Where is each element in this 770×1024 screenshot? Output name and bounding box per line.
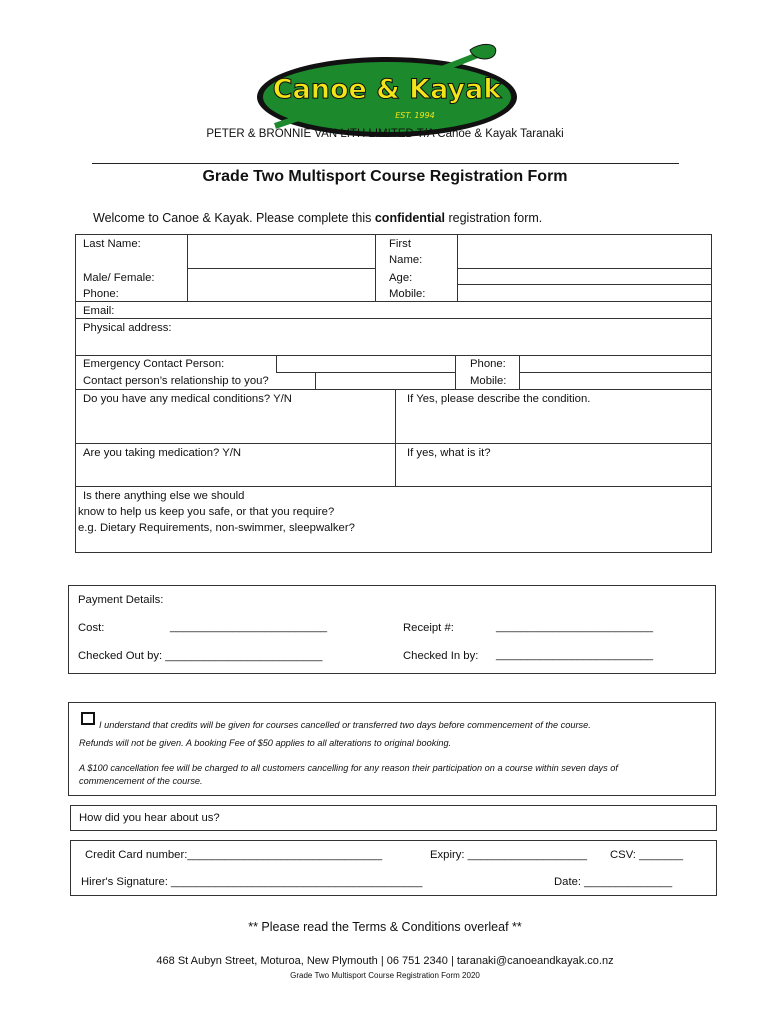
welcome-bold: confidential — [374, 211, 446, 225]
welcome-after: registration form. — [445, 211, 543, 225]
cost-label: Cost: — [78, 622, 105, 634]
column-divider — [395, 389, 396, 487]
logo-text: Canoe & Kayak — [272, 74, 502, 105]
canoe-kayak-logo — [255, 42, 525, 142]
email-label: Email: — [83, 305, 115, 317]
welcome-text — [93, 211, 542, 225]
medical-label: Do you have any medical conditions? Y/N — [83, 393, 292, 405]
agree-checkbox[interactable] — [81, 712, 95, 725]
relationship-input[interactable] — [315, 372, 456, 390]
receipt-line[interactable]: _________________________ — [496, 621, 654, 633]
conditions-line-3: A $100 cancellation fee will be charged to all customers cancelling for any reason their participation on a course within seven days of — [79, 763, 618, 773]
anything-else-label-1: Is there anything else we should — [83, 490, 245, 502]
payment-heading: Payment Details: — [78, 594, 164, 606]
phone-label: Phone: — [83, 288, 119, 300]
checked-out-field[interactable]: Checked Out by: _________________________ — [78, 650, 323, 662]
first-name-input[interactable] — [457, 234, 712, 269]
receipt-label: Receipt #: — [403, 622, 454, 634]
conditions-line-1: I understand that credits will be given for courses cancelled or transferred two days before commencement of the course. — [99, 720, 591, 730]
anything-else-label-3: e.g. Dietary Requirements, non-swimmer, sleepwalker? — [78, 522, 355, 534]
card-csv-field[interactable]: CSV: _______ — [610, 849, 684, 861]
checked-in-label: Checked In by: — [403, 650, 479, 662]
medication-what-label: If yes, what is it? — [407, 447, 491, 459]
form-title: Grade Two Multisport Course Registration Form — [202, 168, 568, 185]
emergency-contact-label: Emergency Contact Person: — [83, 358, 225, 370]
relationship-label: Contact person’s relationship to you? — [83, 375, 269, 387]
physical-address-label: Physical address: — [83, 322, 172, 334]
last-name-label: Last Name: — [83, 238, 141, 250]
conditions-line-2: Refunds will not be given. A booking Fee of $50 applies to all alterations to original booking. — [79, 738, 452, 748]
emergency-mobile-label: Mobile: — [470, 375, 507, 387]
company-line: PETER & BRONNIE VAN LITH LIMITED T/A Canoe & Kayak Taranaki — [206, 128, 564, 140]
welcome-before: Welcome to Canoe & Kayak. Please complete this — [93, 211, 375, 225]
card-expiry-field[interactable]: Expiry: ___________________ — [430, 849, 588, 861]
emergency-phone-input[interactable] — [519, 355, 712, 373]
emergency-mobile-input[interactable] — [519, 372, 712, 390]
cost-line[interactable]: _________________________ — [170, 621, 328, 633]
medical-describe-label: If Yes, please describe the condition. — [407, 393, 591, 405]
first-name-label-2: Name: — [389, 254, 423, 266]
mobile-label: Mobile: — [389, 288, 426, 300]
logo-established: EST. 1994 — [395, 111, 435, 120]
medication-label: Are you taking medication? Y/N — [83, 447, 242, 459]
mobile-input[interactable] — [457, 284, 712, 302]
contact-address: 468 St Aubyn Street, Moturoa, New Plymouth | 06 751 2340 | taranaki@canoeandkayak.co.nz — [156, 955, 614, 967]
card-number-field[interactable]: Credit Card number:_______________________________ — [85, 849, 383, 861]
date-field[interactable]: Date: ______________ — [554, 876, 673, 888]
row-divider — [75, 301, 712, 302]
conditions-line-4: commencement of the course. — [79, 776, 203, 786]
age-label: Age: — [389, 272, 413, 284]
anything-else-label-2: know to help us keep you safe, or that you require? — [78, 506, 335, 518]
emergency-phone-label: Phone: — [470, 358, 506, 370]
row-divider — [75, 486, 712, 487]
gender-input[interactable] — [187, 268, 376, 302]
gender-label: Male/ Female: — [83, 272, 155, 284]
row-divider — [75, 389, 712, 390]
signature-field[interactable]: Hirer's Signature: ________________________________________ — [81, 876, 423, 888]
row-divider — [75, 318, 712, 319]
hear-about-label: How did you hear about us? — [79, 812, 220, 824]
checked-in-line[interactable]: _________________________ — [496, 649, 654, 661]
footer-form-name: Grade Two Multisport Course Registration Form 2020 — [290, 971, 480, 980]
emergency-contact-input[interactable] — [276, 355, 456, 373]
age-input[interactable] — [457, 268, 712, 285]
title-rule — [92, 163, 679, 164]
first-name-label-1: First — [389, 238, 411, 250]
row-divider — [75, 443, 712, 444]
terms-note: ** Please read the Terms & Conditions overleaf ** — [248, 920, 522, 934]
last-name-input[interactable] — [187, 234, 376, 269]
